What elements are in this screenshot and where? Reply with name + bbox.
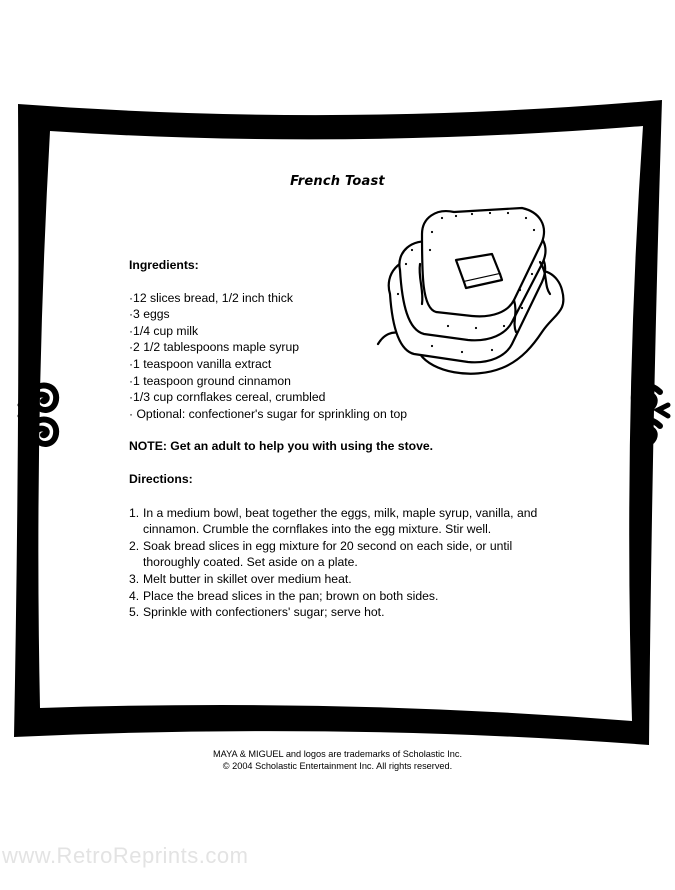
direction-step xyxy=(129,604,569,621)
copyright-line: © 2004 Scholastic Entertainment Inc. All rights reserved. xyxy=(222,760,453,771)
step-text: Sprinkle with confectioners' sugar; serve hot. xyxy=(143,605,385,620)
ingredient-item: ·1/4 cup milk xyxy=(129,323,199,338)
step-number: 2. xyxy=(129,538,140,553)
ingredient-item: · Optional: confectioner's sugar for sprinkling on top xyxy=(129,406,408,421)
step-number: 4. xyxy=(129,588,140,603)
directions-list xyxy=(129,505,569,621)
ingredient-item: ·1/3 cup cornflakes cereal, crumbled xyxy=(129,390,326,405)
trademark-line: MAYA & MIGUEL and logos are trademarks of Scholastic Inc. xyxy=(212,749,462,759)
recipe-title: French Toast xyxy=(290,174,385,189)
direction-step xyxy=(129,571,569,588)
direction-step xyxy=(129,505,569,538)
safety-note: NOTE: Get an adult to help you with using the stove. xyxy=(129,439,434,454)
ingredient-item: ·2 1/2 tablespoons maple syrup xyxy=(129,340,300,355)
trademark-footer xyxy=(0,749,675,772)
ingredient-item: ·3 eggs xyxy=(129,307,170,322)
directions-heading: Directions: xyxy=(129,471,193,486)
step-text: Soak bread slices in egg mixture for 20 second on each side, or until thoroughly coated. Set aside on a plate. xyxy=(143,538,513,570)
ingredient-item: ·1 teaspoon ground cinnamon xyxy=(129,373,291,388)
ingredient-item: ·1 teaspoon vanilla extract xyxy=(129,356,272,371)
step-number: 1. xyxy=(129,505,140,520)
watermark: www.RetroReprints.com xyxy=(2,843,249,868)
step-number: 5. xyxy=(129,605,140,620)
direction-step xyxy=(129,538,569,571)
recipe-content xyxy=(129,257,569,621)
ingredients-list xyxy=(129,290,569,423)
direction-step xyxy=(129,588,569,605)
step-text: Place the bread slices in the pan; brown on both sides. xyxy=(143,588,439,603)
ingredient-item: ·12 slices bread, 1/2 inch thick xyxy=(129,290,293,305)
ingredients-heading: Ingredients: xyxy=(129,258,199,272)
step-text: In a medium bowl, beat together the eggs, milk, maple syrup, vanilla, and cinnamon. Crumble the cornflakes into the egg mixture. Stir well. xyxy=(143,505,538,537)
step-text: Melt butter in skillet over medium heat. xyxy=(143,571,352,586)
step-number: 3. xyxy=(129,571,140,586)
